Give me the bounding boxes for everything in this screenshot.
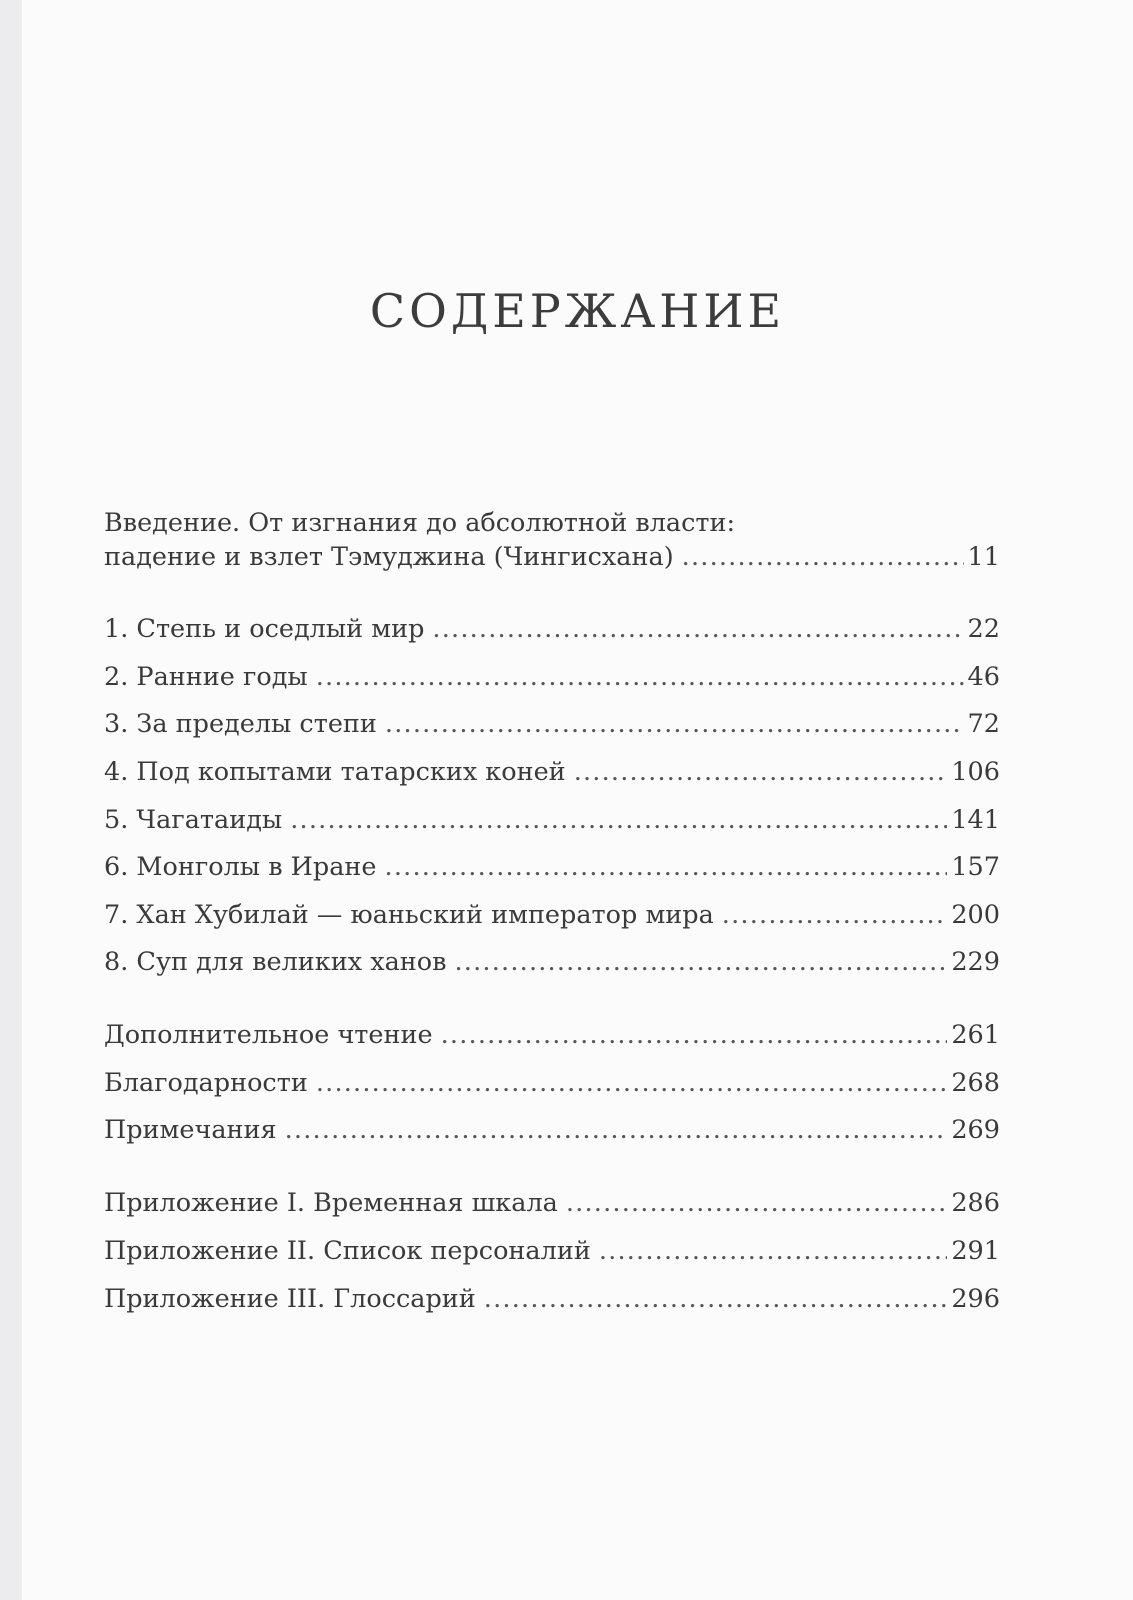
toc-entry-chapter-8[interactable] <box>104 945 1000 979</box>
leader-dots <box>682 540 964 574</box>
toc-entry-chapter-7[interactable] <box>104 898 1000 932</box>
toc-intro-label-2: падение и взлет Тэмуджина (Чингисхана) <box>104 542 674 572</box>
leader-dots <box>385 707 964 741</box>
toc-page-number: 106 <box>951 757 1000 787</box>
leader-dots <box>599 1234 948 1268</box>
toc-entry-label: 6. Монголы в Иране <box>104 852 377 882</box>
toc-entry-label: 4. Под копытами татарских коней <box>104 757 566 787</box>
leader-dots <box>316 1066 948 1100</box>
leader-dots <box>441 1018 948 1052</box>
leader-dots <box>385 850 948 884</box>
leader-dots <box>574 755 948 789</box>
page-title: СОДЕРЖАНИЕ <box>369 284 786 338</box>
toc-entry-label: Приложение II. Список персоналий <box>104 1236 591 1266</box>
toc-page-number: 296 <box>951 1284 1000 1314</box>
leader-dots <box>285 1113 948 1147</box>
toc-page-number: 200 <box>951 900 1000 930</box>
toc-entry-chapter-1[interactable] <box>104 612 1000 646</box>
toc-entry-appendix-2[interactable] <box>104 1234 1000 1268</box>
toc-entry-label: Приложение I. Временная шкала <box>104 1188 558 1218</box>
toc-entry-label: 3. За пределы степи <box>104 709 377 739</box>
toc-page-number: 291 <box>951 1236 1000 1266</box>
toc-entry-chapter-2[interactable] <box>104 660 1000 694</box>
leader-dots <box>290 803 947 837</box>
toc-page-number: 269 <box>951 1115 1000 1145</box>
toc-entry-appendix-3[interactable] <box>104 1282 1000 1316</box>
toc-entry-appendix-1[interactable] <box>104 1186 1000 1220</box>
toc-intro-label-1: Введение. От изгнания до абсолютной власти: <box>104 508 736 538</box>
toc-entry-label: Примечания <box>104 1115 277 1145</box>
leader-dots <box>484 1282 948 1316</box>
toc-entry-chapter-3[interactable] <box>104 707 1000 741</box>
toc-entry-label: Дополнительное чтение <box>104 1020 433 1050</box>
toc-page-number: 268 <box>951 1068 1000 1098</box>
toc-entry-chapter-5[interactable] <box>104 803 1000 837</box>
leader-dots <box>432 612 963 646</box>
leader-dots <box>566 1186 947 1220</box>
leader-dots <box>316 660 964 694</box>
toc-entry-chapter-4[interactable] <box>104 755 1000 789</box>
book-page <box>22 0 1133 1600</box>
toc-entry-label: 1. Степь и оседлый мир <box>104 614 425 644</box>
toc-page-number: 229 <box>951 947 1000 977</box>
toc-intro-line-1 <box>104 506 1000 540</box>
toc-entry-label: 5. Чагатаиды <box>104 805 283 835</box>
toc-entry-chapter-6[interactable] <box>104 850 1000 884</box>
toc-page-number: 261 <box>951 1020 1000 1050</box>
toc-page-number: 72 <box>967 709 1000 739</box>
toc-entry-acknowledgements[interactable] <box>104 1066 1000 1100</box>
toc-entry-label: Приложение III. Глоссарий <box>104 1284 476 1314</box>
toc-page-number: 22 <box>967 614 1000 644</box>
toc-entry-label: Благодарности <box>104 1068 308 1098</box>
toc-page-number: 46 <box>967 662 1000 692</box>
leader-dots <box>455 945 948 979</box>
toc-page-number: 11 <box>967 542 1000 572</box>
toc-entry-further-reading[interactable] <box>104 1018 1000 1052</box>
toc-entry-label: 7. Хан Хубилай — юаньский император мира <box>104 900 714 930</box>
toc-page-number: 157 <box>951 852 1000 882</box>
leader-dots <box>722 898 948 932</box>
toc-entry-label: 8. Суп для великих ханов <box>104 947 447 977</box>
toc-entry-notes[interactable] <box>104 1113 1000 1147</box>
toc-page-number: 141 <box>951 805 1000 835</box>
toc-entry-label: 2. Ранние годы <box>104 662 308 692</box>
toc-page-number: 286 <box>951 1188 1000 1218</box>
toc-entry-intro[interactable] <box>104 540 1000 574</box>
